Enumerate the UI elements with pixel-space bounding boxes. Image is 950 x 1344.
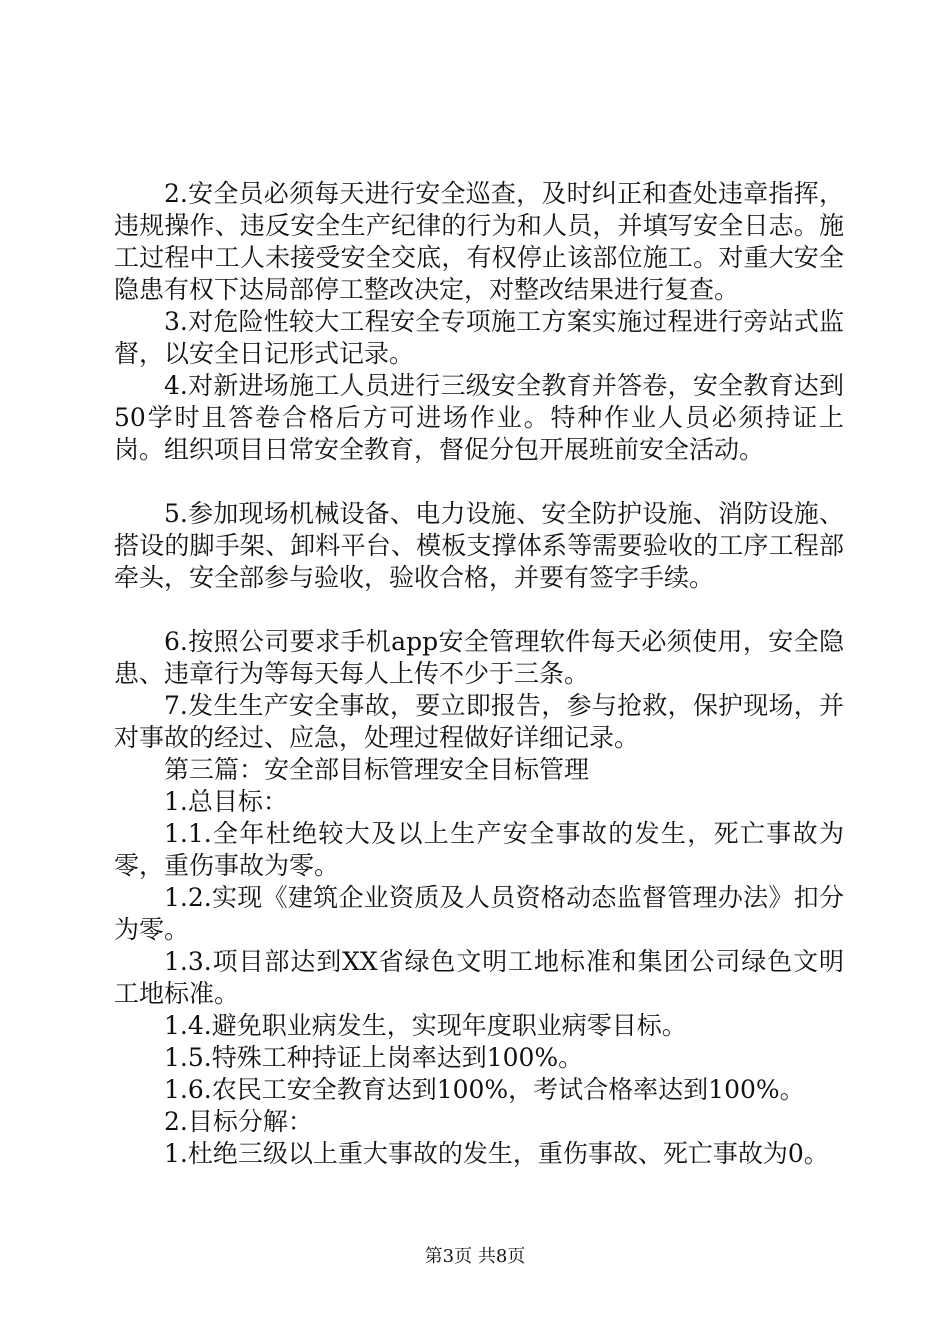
- goal-breakdown-heading: 2.目标分解：: [164, 1107, 313, 1136]
- page-number-footer: 第3页 共8页: [424, 1246, 526, 1267]
- overall-goal-heading: 1.总目标：: [164, 787, 288, 816]
- paragraph-item-7: 7.发生生产安全事故，要立即报告，参与抢救，保护现场，并对事故的经过、应急，处理过程做好详细记录。: [114, 691, 844, 752]
- goal-1-1: 1.1.全年杜绝较大及以上生产安全事故的发生，死亡事故为零，重伤事故为零。: [114, 819, 844, 880]
- goal-1-6: 1.6.农民工安全教育达到100%，考试合格率达到100%。: [164, 1075, 805, 1104]
- goal-1-2: 1.2.实现《建筑企业资质及人员资格动态监督管理办法》扣分为零。: [114, 883, 844, 944]
- goal-1-3: 1.3.项目部达到XX省绿色文明工地标准和集团公司绿色文明工地标准。: [114, 947, 844, 1008]
- goal-1-5: 1.5.特殊工种持证上岗率达到100%。: [164, 1043, 584, 1072]
- goal-1-4: 1.4.避免职业病发生，实现年度职业病零目标。: [164, 1011, 687, 1040]
- paragraph-item-3: 3.对危险性较大工程安全专项施工方案实施过程进行旁站式监督，以安全日记形式记录。: [114, 307, 844, 368]
- section-heading: 第三篇：安全部目标管理安全目标管理: [164, 755, 590, 784]
- paragraph-item-4: 4.对新进场施工人员进行三级安全教育并答卷，安全教育达到50学时且答卷合格后方可进场作业。特种作业人员必须持证上岗。组织项目日常安全教育，督促分包开展班前安全活动。: [114, 371, 844, 464]
- breakdown-item-1: 1.杜绝三级以上重大事故的发生，重伤事故、死亡事故为0。: [164, 1139, 829, 1168]
- paragraph-item-5: 5.参加现场机械设备、电力设施、安全防护设施、消防设施、搭设的脚手架、卸料平台、模板支撑体系等需要验收的工序工程部牵头，安全部参与验收，验收合格，并要有签字手续。: [114, 499, 844, 592]
- paragraph-item-2: 2.安全员必须每天进行安全巡查，及时纠正和查处违章指挥，违规操作、违反安全生产纪律的行为和人员，并填写安全日志。施工过程中工人未接受安全交底，有权停止该部位施工。对重大安全隐患有权下达局部停工整改决定，对整改结果进行复查。: [114, 179, 844, 304]
- paragraph-item-6: 6.按照公司要求手机app安全管理软件每天必须使用，安全隐患、违章行为等每天每人上传不少于三条。: [114, 627, 844, 688]
- document-body: [114, 178, 844, 1170]
